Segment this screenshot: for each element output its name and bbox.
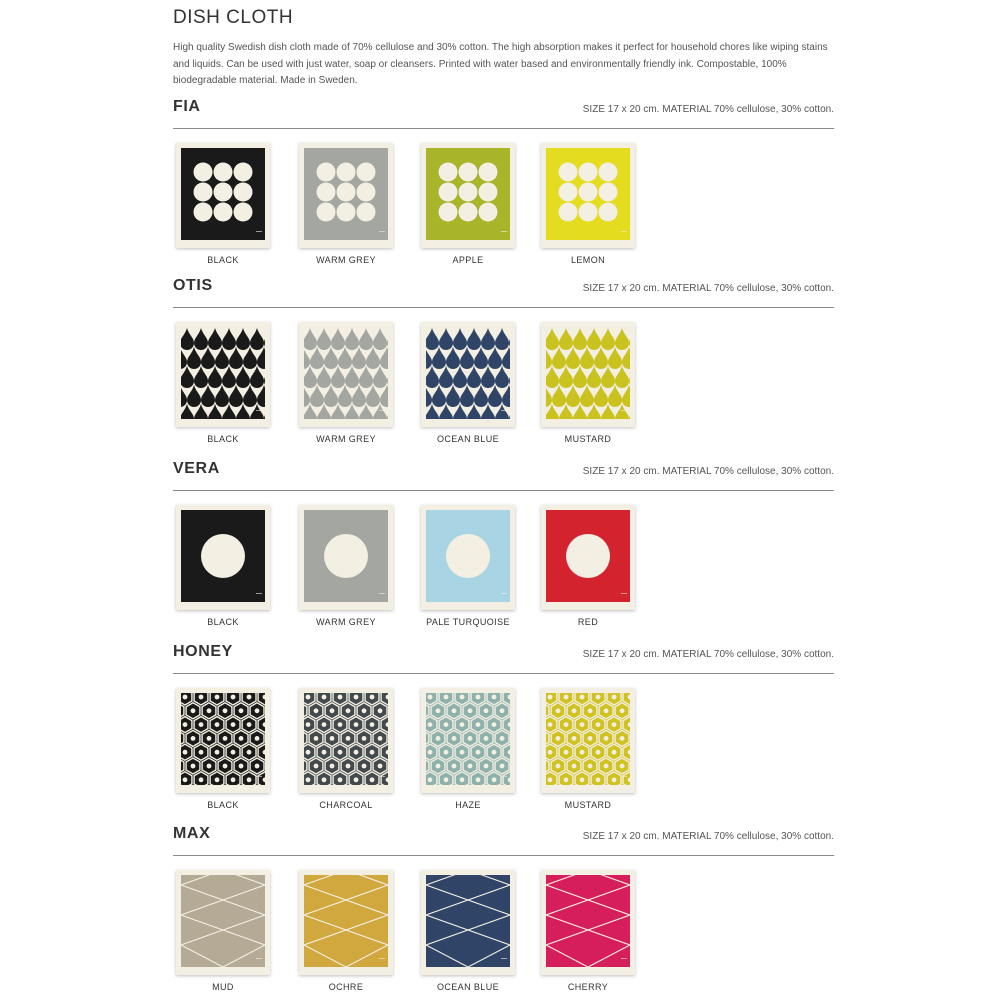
color-label: CHERRY — [567, 982, 609, 992]
color-label: HAZE — [455, 800, 481, 810]
color-label: BLACK — [207, 255, 239, 265]
dots-icon[interactable] — [299, 143, 393, 248]
diamond-lines-icon[interactable] — [541, 870, 635, 975]
section-header — [173, 98, 834, 129]
color-label: WARM GREY — [316, 434, 376, 444]
drops-icon[interactable] — [299, 322, 393, 427]
circle-icon[interactable] — [176, 505, 270, 610]
drops-icon[interactable] — [541, 322, 635, 427]
diamond-lines-icon[interactable] — [421, 870, 515, 975]
section-header — [173, 277, 834, 308]
section-spec: SIZE 17 x 20 cm. MATERIAL 70% cellulose, 30% cotton. — [582, 649, 834, 660]
color-label: WARM GREY — [316, 617, 376, 627]
diamond-lines-icon[interactable] — [176, 870, 270, 975]
circle-icon[interactable] — [299, 505, 393, 610]
color-label: WARM GREY — [316, 255, 376, 265]
color-label: OCEAN BLUE — [436, 982, 500, 992]
section-title: HONEY — [173, 643, 233, 660]
section-spec: SIZE 17 x 20 cm. MATERIAL 70% cellulose, 30% cotton. — [582, 104, 834, 115]
color-label: MUSTARD — [564, 800, 612, 810]
color-label: RED — [577, 617, 599, 627]
color-label: OCEAN BLUE — [436, 434, 500, 444]
color-label: MUSTARD — [564, 434, 612, 444]
color-label: PALE TURQUOISE — [426, 617, 510, 627]
color-label: LEMON — [570, 255, 605, 265]
dots-icon[interactable] — [176, 143, 270, 248]
drops-icon[interactable] — [421, 322, 515, 427]
diamond-lines-icon[interactable] — [299, 870, 393, 975]
color-label: BLACK — [207, 434, 239, 444]
section-spec: SIZE 17 x 20 cm. MATERIAL 70% cellulose, 30% cotton. — [582, 283, 834, 294]
circle-icon[interactable] — [541, 505, 635, 610]
section-title: FIA — [173, 98, 201, 115]
section-header — [173, 643, 834, 674]
honeycomb-icon[interactable] — [421, 688, 515, 793]
honeycomb-icon[interactable] — [299, 688, 393, 793]
section-otis — [173, 277, 834, 444]
section-fia — [173, 98, 834, 265]
honeycomb-icon[interactable] — [176, 688, 270, 793]
intro-text: High quality Swedish dish cloth made of 70% cellulose and 30% cotton. The high absorption makes it perfect for household chores like wiping stains and liquids. Can be used with just water, soap or cleansers. Printed with water based and environmentally friendly ink. Compostable, 100% biodegradable material. Made in Sweden. — [173, 42, 828, 86]
section-max — [173, 825, 834, 992]
color-label: OCHRE — [328, 982, 364, 992]
section-vera — [173, 460, 834, 627]
honeycomb-icon[interactable] — [541, 688, 635, 793]
section-spec: SIZE 17 x 20 cm. MATERIAL 70% cellulose, 30% cotton. — [582, 466, 834, 477]
section-title: MAX — [173, 825, 211, 842]
section-title: VERA — [173, 460, 220, 477]
section-spec: SIZE 17 x 20 cm. MATERIAL 70% cellulose, 30% cotton. — [582, 831, 834, 842]
section-honey — [173, 643, 834, 810]
drops-icon[interactable] — [176, 322, 270, 427]
color-label: CHARCOAL — [319, 800, 373, 810]
color-label: BLACK — [207, 617, 239, 627]
color-label: BLACK — [207, 800, 239, 810]
section-header — [173, 460, 834, 491]
dots-icon[interactable] — [541, 143, 635, 248]
circle-icon[interactable] — [421, 505, 515, 610]
section-header — [173, 825, 834, 856]
color-label: MUD — [212, 982, 234, 992]
page-title: DISH CLOTH — [173, 7, 294, 28]
color-label: APPLE — [452, 255, 484, 265]
dots-icon[interactable] — [421, 143, 515, 248]
section-title: OTIS — [173, 277, 213, 294]
